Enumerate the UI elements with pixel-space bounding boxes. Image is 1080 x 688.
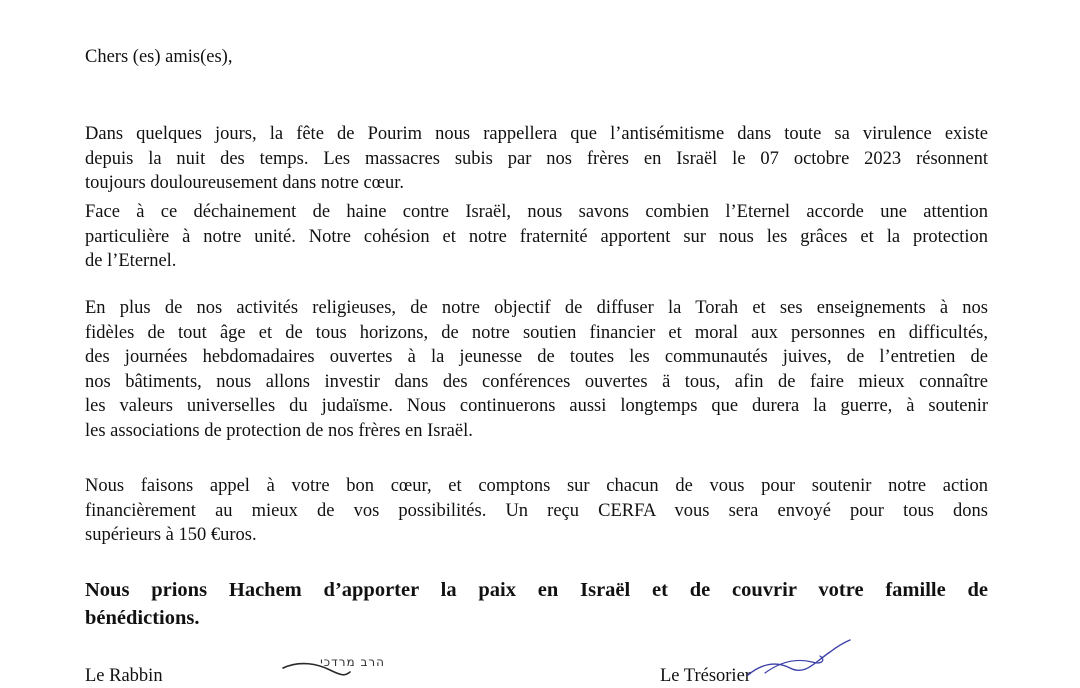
paragraph-line: nos bâtiments, nous allons investir dans des conférences ouvertes ä tous, afin de faire mieux connaître — [85, 371, 988, 392]
paragraph-donation-appeal — [85, 474, 988, 548]
paragraph-pourim — [85, 122, 988, 196]
paragraph-line: financièrement au mieux de vos possibilités. Un reçu CERFA vous sera envoyé pour tous dons — [85, 500, 988, 521]
paragraph-line: des journées hebdomadaires ouvertes à la jeunesse de toutes les communautés juives, de l’entretien de — [85, 347, 988, 367]
salutation-text: Chers (es) amis(es), — [85, 47, 233, 67]
paragraph-line: En plus de nos activités religieuses, de notre objectif de diffuser la Torah et ses enseignements à nos — [85, 298, 988, 318]
tresorier-signature — [748, 640, 850, 675]
paragraph-activities — [85, 296, 988, 443]
paragraph-line: de l’Eternel. — [85, 251, 177, 271]
closing-line: bénédictions. — [85, 607, 200, 629]
paragraph-line: les associations de protection de nos frères en Israël. — [85, 420, 473, 441]
paragraph-line: Dans quelques jours, la fête de Pourim nous rappellera que l’antisémitisme dans toute sa virulence existe — [85, 124, 988, 144]
paragraph-line: Face à ce déchainement de haine contre Israël, nous savons combien l’Eternel accorde une attention — [85, 202, 988, 222]
paragraph-unity — [85, 200, 988, 274]
paragraph-line: depuis la nuit des temps. Les massacres subis par nos frères en Israël le 07 octobre 2023 résonnent — [85, 148, 988, 169]
paragraph-line: les valeurs universelles du judaïsme. Nous continuerons aussi longtemps que durera la guerre, à soutenir — [85, 396, 988, 416]
paragraph-line: toujours douloureusement dans notre cœur. — [85, 173, 405, 193]
rabbin-signature — [283, 664, 350, 675]
tresorier-label: Le Trésorier — [660, 666, 751, 686]
paragraph-line: Nous faisons appel à votre bon cœur, et comptons sur chacun de vous pour soutenir notre action — [85, 476, 988, 496]
paragraph-line: particulière à notre unité. Notre cohésion et notre fraternité apportent sur nous les grâces et la protection — [85, 226, 988, 247]
closing-blessing — [85, 576, 988, 632]
paragraph-line: fidèles de tout âge et de tous horizons, de notre soutien financier et moral aux personnes en difficultés, — [85, 322, 988, 343]
tresorier-signature-loop — [765, 656, 823, 673]
rabbin-label: Le Rabbin — [85, 666, 163, 686]
paragraph-line: supérieurs à 150 €uros. — [85, 525, 257, 545]
closing-line: Nous prions Hachem d’apporter la paix en Israël et de couvrir votre famille de — [85, 579, 988, 601]
rabbin-stamp: הרב מרדכי — [320, 655, 385, 669]
salutation — [85, 45, 988, 70]
